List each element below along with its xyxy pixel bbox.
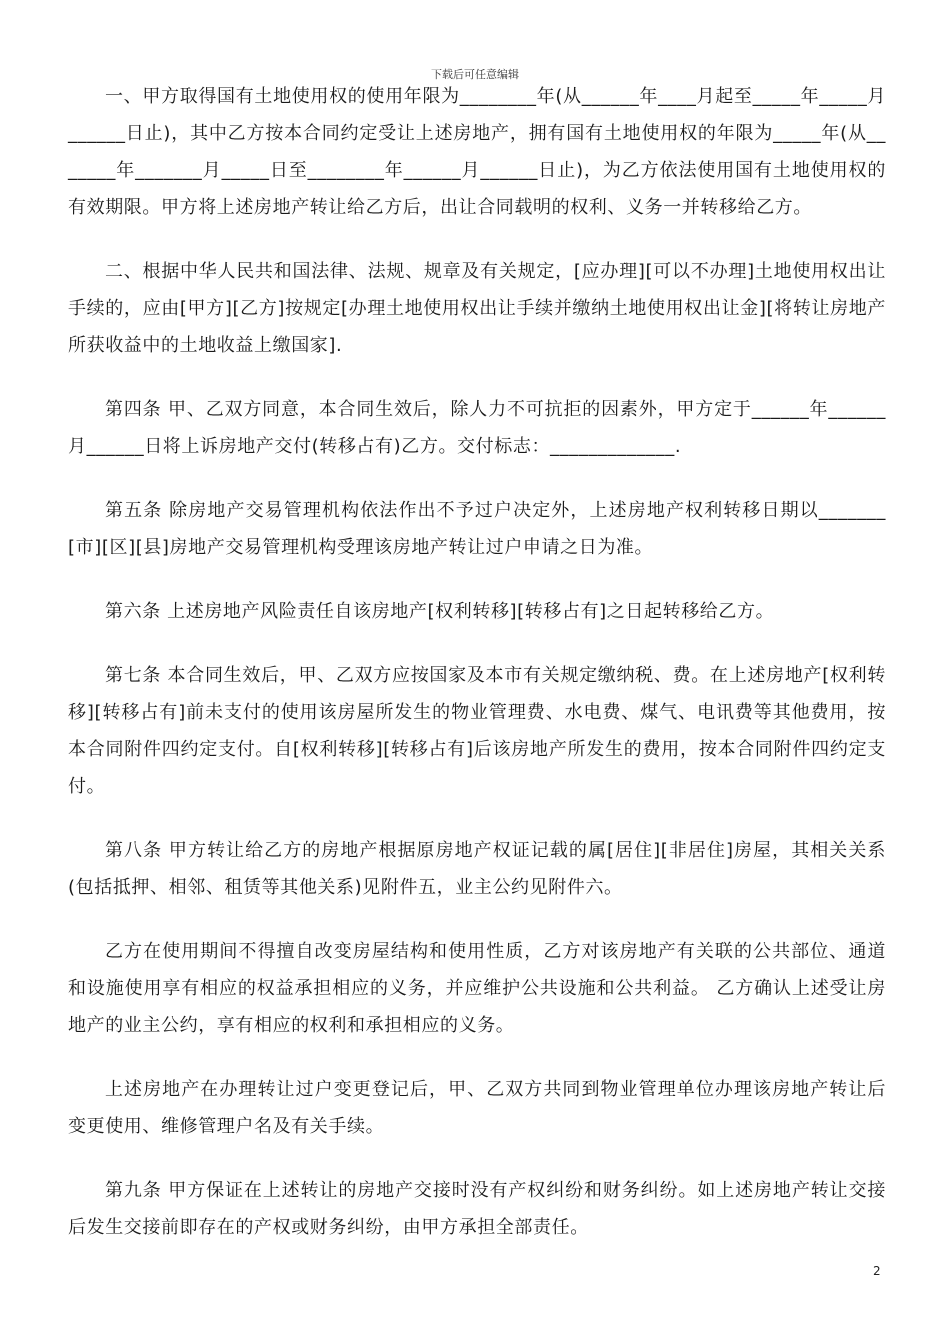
paragraph-article-9: 第九条 甲方保证在上述转让的房地产交接时没有产权纠纷和财务纠纷。如上述房地产转让交接后发生交接前即存在的产权或财务纠纷，由甲方承担全部责任。 (68, 1180, 886, 1238)
paragraph-article-7: 第七条 本合同生效后，甲、乙双方应按国家及本市有关规定缴纳税、费。在上述房地产[权利转移][转移占有]前未支付的使用该房屋所发生的物业管理费、水电费、煤气、电讯费等其他费用，按本合同附件四约定支付。自[权利转移][转移占有]后该房地产所发生的费用，按本合同附件四约定支付。 (68, 665, 886, 797)
paragraph-land-use-term: 一、甲方取得国有土地使用权的使用年限为________年(从______年____月起至_____年_____月______日止)，其中乙方按本合同约定受让上述房地产，拥有国有土地使用权的年限为_____年(从_______年_______月_____日至________年______月______日止)，为乙方依法使用国有土地使用权的有效期限。甲方将上述房地产转让给乙方后，出让合同载明的权利、义务一并转移给乙方。 (68, 86, 886, 218)
paragraph-land-transfer-procedures: 二、根据中华人民共和国法律、法规、规章及有关规定，[应办理][可以不办理]土地使用权出让手续的，应由[甲方][乙方]按规定[办理土地使用权出让手续并缴纳土地使用权出让金][将转让房地产所获收益中的土地收益上缴国家]. (68, 261, 886, 356)
paragraph-property-management-transfer: 上述房地产在办理转让过户变更登记后，甲、乙双方共同到物业管理单位办理该房地产转让后变更使用、维修管理户名及有关手续。 (68, 1079, 886, 1137)
paragraph-article-5: 第五条 除房地产交易管理机构依法作出不予过户决定外，上述房地产权利转移日期以_______[市][区][县]房地产交易管理机构受理该房地产转让过户申请之日为准。 (68, 500, 886, 558)
document-body (68, 78, 886, 1273)
paragraph-article-4: 第四条 甲、乙双方同意，本合同生效后，除人力不可抗拒的因素外，甲方定于______年______月______日将上诉房地产交付(转移占有)乙方。交付标志：_____________. (68, 399, 886, 457)
paragraph-article-8: 第八条 甲方转让给乙方的房地产根据原房地产权证记载的属[居住][非居住]房屋，其相关关系(包括抵押、相邻、租赁等其他关系)见附件五，业主公约见附件六。 (68, 840, 886, 898)
paragraph-buyer-usage-obligations: 乙方在使用期间不得擅自改变房屋结构和使用性质，乙方对该房地产有关联的公共部位、通道和设施使用享有相应的权益承担相应的义务，并应维护公共设施和公共利益。 乙方确认上述受让房地产的业主公约，享有相应的权利和承担相应的义务。 (68, 941, 886, 1036)
page-header-note: 下载后可任意编辑 (431, 68, 519, 81)
page-number: 2 (873, 1264, 881, 1278)
paragraph-article-6: 第六条 上述房地产风险责任自该房地产[权利转移][转移占有]之日起转移给乙方。 (105, 601, 775, 622)
